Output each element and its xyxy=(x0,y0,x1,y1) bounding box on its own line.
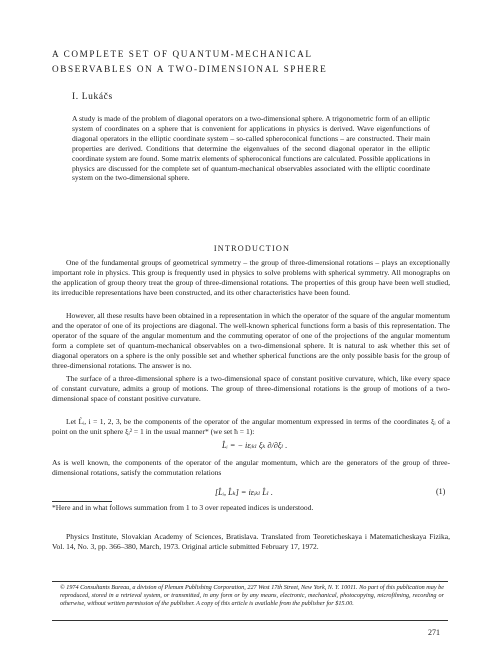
equation-commutation: [L̂ᵢ, L̂ₖ] = iεᵢₖₗ L̂ₗ . xyxy=(215,488,273,497)
footnote-rule xyxy=(52,501,112,502)
copyright-text: © 1974 Consultants Bureau, a division of Plenum Publishing Corporation, 227 West 17th Street, New York, N. Y. 10011. No part of this publication may be reproduced, stored in a retrieval system, or transmitted, in any form or by any means, electronic, mechanical, photocopying, microfilming, recording or otherwise, without written permission of the publisher. A copy of this article is available from the publisher for $15.00. xyxy=(60,584,444,607)
section-heading: INTRODUCTION xyxy=(213,244,291,253)
intro-paragraph-4: Let L̂ᵢ, i = 1, 2, 3, be the components of the operator of the angular momentum expressed in terms of the coordinates ξᵢ of a point on the unit sphere ξᵢ² = 1 in the usual manner* (we set ħ = 1): xyxy=(52,417,450,436)
equation-angular-momentum: L̂ᵢ = − iεᵢₖₗ ξₖ ∂/∂ξₗ . xyxy=(222,441,288,450)
abstract-text: A study is made of the problem of diagonal operators on a two-dimensional sphere. A trigonometric form of an elliptic system of coordinates on a sphere that is convenient for applications in physics is derived. Wave eigenfunctions of diagonal operators in the elliptic coordinate system – so-called spheroconical functions – are constructed. Their main properties are derived. Conditions that determine the eigenvalues of the second diagonal operator in the elliptic coordinate system are found. Some matrix elements of spheroconical functions are calculated. Possible applications in physics are discussed for the complete set of quantum-mechanical observables associated with the elliptic coordinate system on the two-dimensional sphere. xyxy=(72,114,430,183)
affiliation-text: Physics Institute, Slovakian Academy of Sciences, Bratislava. Translated from Teoreticheskaya i Matematicheskaya Fizika, Vol. 14, No. 3, pp. 366–380, March, 1973. Original article submitted February 17, 1972. xyxy=(52,532,450,551)
author-name: I. Lukáčs xyxy=(72,92,113,102)
intro-paragraph-3: The surface of a three-dimensional sphere is a two-dimensional space of constant positive curvature, which, like every space of constant curvature, admits a group of motions. The group of three-dimensional rotations is the group of motions of a two-dimensional space of constant positive curvature. xyxy=(52,374,450,403)
footnote-text: *Here and in what follows summation from 1 to 3 over repeated indices is understood. xyxy=(52,503,314,512)
page-number: 271 xyxy=(428,628,440,637)
title-line-2: OBSERVABLES ON A TWO-DIMENSIONAL SPHERE xyxy=(52,64,328,74)
equation-number: (1) xyxy=(436,487,446,496)
title-line-1: A COMPLETE SET OF QUANTUM-MECHANICAL xyxy=(52,49,313,59)
intro-paragraph-2: However, all these results have been obtained in a representation in which the operator of the square of the angular momentum and the operator of one of its projections are diagonal. The well-known spherical functions form a basis of this representation. The operator of the square of the angular momentum and the commuting operator of one of the projections of the angular momentum form a complete set of quantum-mechanical observables on a two-dimensional sphere. It is natural to ask whether this set of diagonal operators on a sphere is the only possible set and whether spherical functions are the only possible basis for the group of three-dimensional rotations. The answer is no. xyxy=(52,311,450,370)
paper-title xyxy=(52,47,327,77)
intro-paragraph-1: One of the fundamental groups of geometrical symmetry – the group of three-dimensional rotations – plays an exceptionally important role in physics. This group is frequently used in physics to solve problems with spherical symmetry. All monographs on the application of group theory treat the group of three-dimensional rotations. The properties of this group have been well studied, its irreducible representations have been constructed, and its other characteristics have been found. xyxy=(52,258,450,297)
intro-paragraph-5: As is well known, the components of the operator of the angular momentum, which are the generators of the group of three-dimensional rotations, satisfy the commutation relations xyxy=(52,458,450,477)
